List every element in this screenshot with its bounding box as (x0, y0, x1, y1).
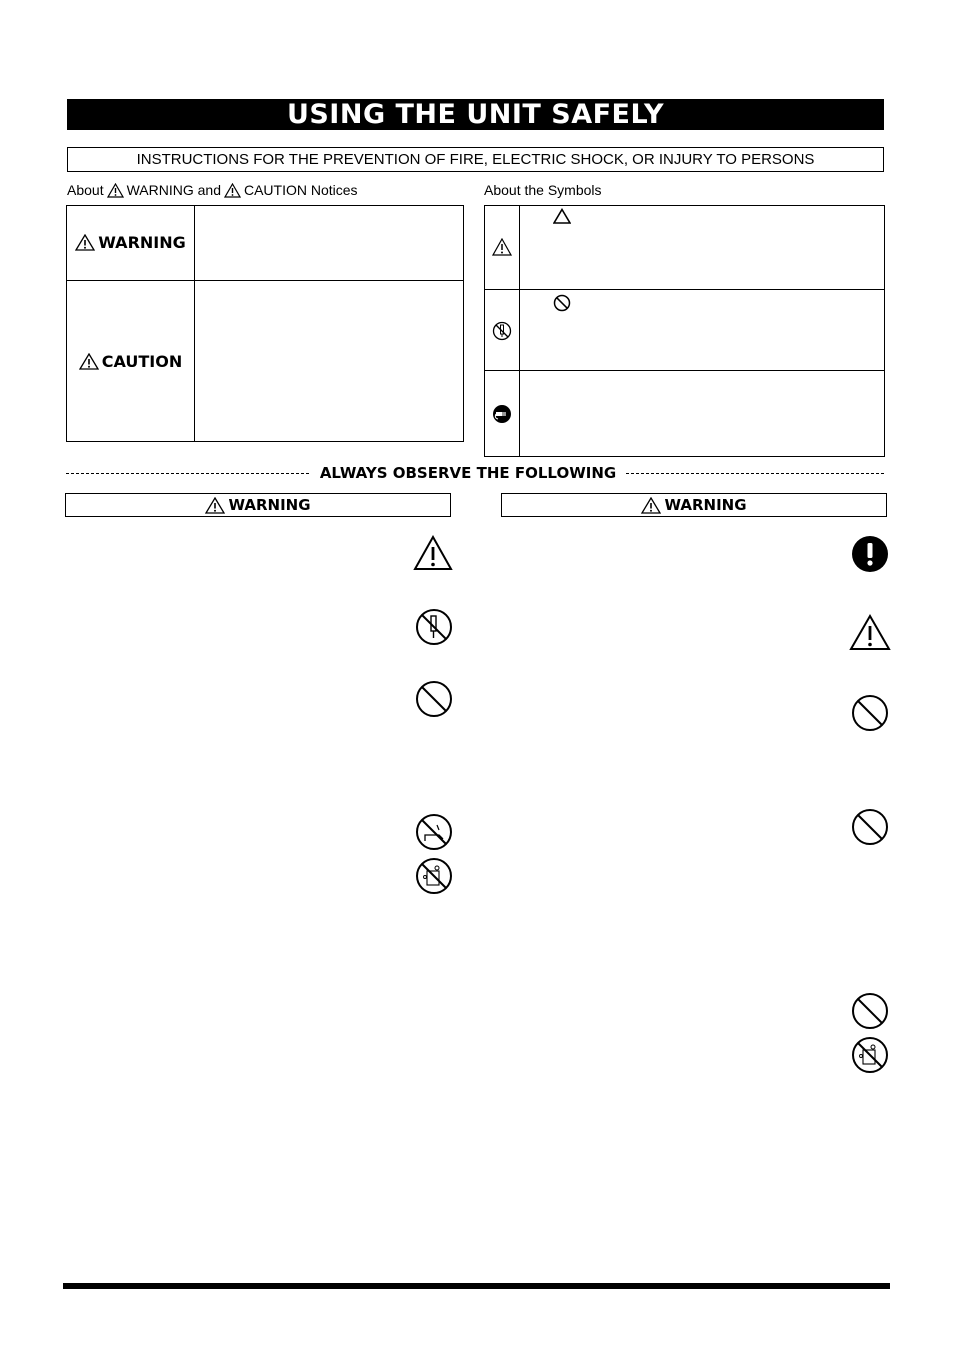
symbol-row-triangle (485, 205, 884, 289)
notice-table (66, 205, 464, 442)
notices-heading (67, 182, 358, 198)
prohibition-icon (851, 808, 889, 846)
warning-triangle-icon (641, 497, 661, 514)
no-children-icon (851, 1036, 889, 1074)
do-not-disassemble-icon (492, 321, 512, 341)
unplug-icon (492, 404, 512, 424)
mandatory-action-icon (851, 535, 889, 573)
symbols-table (484, 205, 885, 457)
notice-row-warning (67, 205, 463, 280)
warning-triangle-icon (75, 234, 95, 251)
caution-triangle-icon (849, 614, 891, 651)
do-not-disassemble-icon (415, 608, 453, 646)
no-children-icon (415, 857, 453, 895)
notices-heading-caution: CAUTION Notices (243, 182, 358, 198)
always-observe-heading: ALWAYS OBSERVE THE FOLLOWING (310, 462, 626, 484)
symbol-row-mandatory (485, 370, 884, 456)
no-water-icon (415, 813, 453, 851)
warning-label-cell (67, 205, 195, 280)
triangle-outline-icon (553, 208, 571, 224)
prohibition-icon (851, 694, 889, 732)
symbol-cell-prohibition (485, 290, 520, 372)
caution-triangle-icon (413, 535, 453, 571)
prohibition-icon (415, 680, 453, 718)
notice-row-caution (67, 280, 463, 441)
notices-heading-warning: WARNING and (126, 182, 221, 198)
caution-triangle-icon (492, 238, 512, 256)
left-warning-label: WARNING (228, 496, 311, 514)
caution-triangle-icon (224, 183, 241, 198)
right-warning-label: WARNING (664, 496, 747, 514)
symbol-cell-triangle (485, 205, 520, 289)
warning-triangle-icon (107, 183, 124, 198)
instructions-heading: INSTRUCTIONS FOR THE PREVENTION OF FIRE, ELECTRIC SHOCK, OR INJURY TO PERSONS (67, 147, 884, 172)
symbol-cell-mandatory (485, 371, 520, 456)
notices-heading-about: About (67, 182, 104, 198)
caution-label-cell (67, 281, 195, 441)
caution-label: CAUTION (101, 351, 183, 371)
prohibition-icon (851, 992, 889, 1030)
prohibition-circle-icon (553, 294, 571, 312)
left-warning-header (65, 493, 451, 517)
warning-triangle-icon (205, 497, 225, 514)
caution-triangle-icon (79, 353, 99, 370)
warning-label: WARNING (98, 233, 186, 252)
page-title: USING THE UNIT SAFELY (67, 99, 884, 130)
right-warning-header (501, 493, 887, 517)
symbol-row-prohibition (485, 289, 884, 372)
symbols-heading: About the Symbols (484, 182, 602, 198)
footer-rule (63, 1283, 890, 1289)
